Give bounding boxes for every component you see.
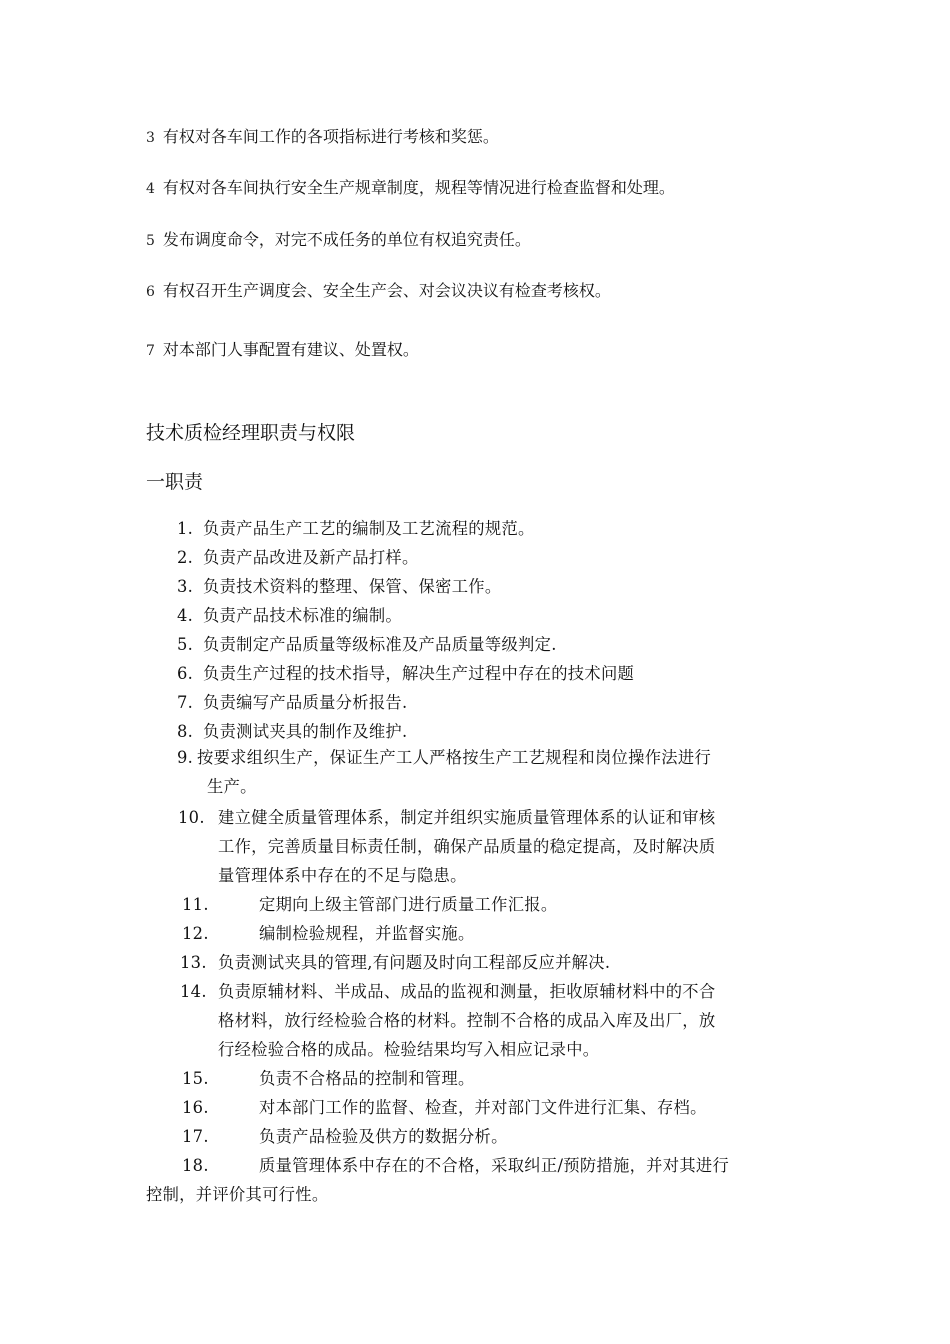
rights-item [146,229,531,252]
rights-item-text: 对本部门人事配置有建议、处置权。 [162,340,419,359]
duty-text: 对本部门工作的监督、检查，并对部门文件进行汇集、存档。 [259,1098,707,1117]
duty-item [177,514,535,543]
duty-item [177,743,711,772]
duty-number: 4. [177,606,194,625]
duty-number: 5. [177,635,194,654]
duty-item [182,1093,707,1122]
rights-item-number: 6 [146,284,155,300]
duty-item [177,572,501,601]
duty-number: 12. [182,924,209,943]
duty-item [182,890,557,919]
duty-item [182,1064,475,1093]
duty-item [177,688,407,717]
duty-item [182,1151,729,1180]
duty-text: 负责编写产品质量分析报告. [203,693,408,712]
duty-text: 负责产品技术标准的编制。 [203,606,402,625]
duty-number: 15. [182,1069,209,1088]
duty-text: 按要求组织生产，保证生产工人严格按生产工艺规程和岗位操作法进行 [197,748,712,767]
duty-item [178,803,715,832]
duty-continuation: 行经检验合格的成品。检验结果均写入相应记录中。 [218,1040,600,1059]
rights-item [146,280,611,303]
duty-item [180,977,715,1006]
duty-text: 负责原辅材料、半成品、成品的监视和测量，拒收原辅材料中的不合 [218,982,716,1001]
duty-text: 编制检验规程，并监督实施。 [259,924,475,943]
duty-number: 9. [177,748,194,767]
duty-item [177,543,419,572]
duty-text: 负责产品生产工艺的编制及工艺流程的规范。 [203,519,535,538]
duty-text: 质量管理体系中存在的不合格，采取纠正/预防措施，并对其进行 [259,1156,730,1175]
duty-continuation: 控制，并评价其可行性。 [146,1185,329,1204]
duty-number: 8. [177,722,194,741]
duty-number: 16. [182,1098,209,1117]
rights-item [146,339,419,362]
rights-item [146,177,675,200]
duty-number: 10. [178,808,205,827]
rights-item-number: 4 [146,181,155,197]
duty-number: 11. [182,895,209,914]
duty-text: 建立健全质量管理体系，制定并组织实施质量管理体系的认证和审核 [218,808,716,827]
duty-continuation: 格材料，放行经检验合格的材料。控制不合格的成品入库及出厂，放 [218,1011,716,1030]
duty-continuation: 量管理体系中存在的不足与隐患。 [218,866,467,885]
duty-text: 负责测试夹具的管理,有问题及时向工程部反应并解决. [218,953,611,972]
duty-number: 7. [177,693,194,712]
duty-number: 14. [180,982,207,1001]
duty-text: 负责不合格品的控制和管理。 [259,1069,475,1088]
duty-text: 负责产品改进及新产品打样。 [203,548,419,567]
duty-text: 负责生产过程的技术指导，解决生产过程中存在的技术问题 [203,664,635,683]
rights-item-number: 3 [146,130,155,146]
duty-item [177,630,557,659]
duty-number: 6. [177,664,194,683]
duty-number: 1. [177,519,194,538]
duty-item [177,601,402,630]
duty-number: 17. [182,1127,209,1146]
rights-item-text: 有权对各车间执行安全生产规章制度，规程等情况进行检查监督和处理。 [162,178,675,197]
section-title: 技术质检经理职责与权限 [146,422,356,444]
rights-item-text: 有权对各车间工作的各项指标进行考核和奖惩。 [162,127,499,146]
rights-item-text: 有权召开生产调度会、安全生产会、对会议决议有检查考核权。 [162,281,611,300]
duty-item [180,948,610,977]
rights-item [146,126,499,149]
rights-item-number: 5 [146,233,155,249]
duty-text: 定期向上级主管部门进行质量工作汇报。 [259,895,558,914]
duty-number: 2. [177,548,194,567]
duty-text: 负责产品检验及供方的数据分析。 [259,1127,508,1146]
duty-item [177,717,407,746]
duty-number: 3. [177,577,194,596]
duty-text: 负责测试夹具的制作及维护. [203,722,408,741]
duty-number: 18. [182,1156,209,1175]
duty-item [177,659,634,688]
duty-item [182,1122,508,1151]
duty-continuation: 工作，完善质量目标责任制，确保产品质量的稳定提高，及时解决质 [218,837,716,856]
duty-text: 负责制定产品质量等级标准及产品质量等级判定. [203,635,557,654]
rights-item-number: 7 [146,343,155,359]
rights-item-text: 发布调度命令，对完不成任务的单位有权追究责任。 [162,230,531,249]
duty-text: 负责技术资料的整理、保管、保密工作。 [203,577,502,596]
duty-item [182,919,475,948]
duty-continuation: 生产。 [207,777,257,796]
duty-number: 13. [180,953,207,972]
section-subtitle: 一职责 [146,471,204,493]
